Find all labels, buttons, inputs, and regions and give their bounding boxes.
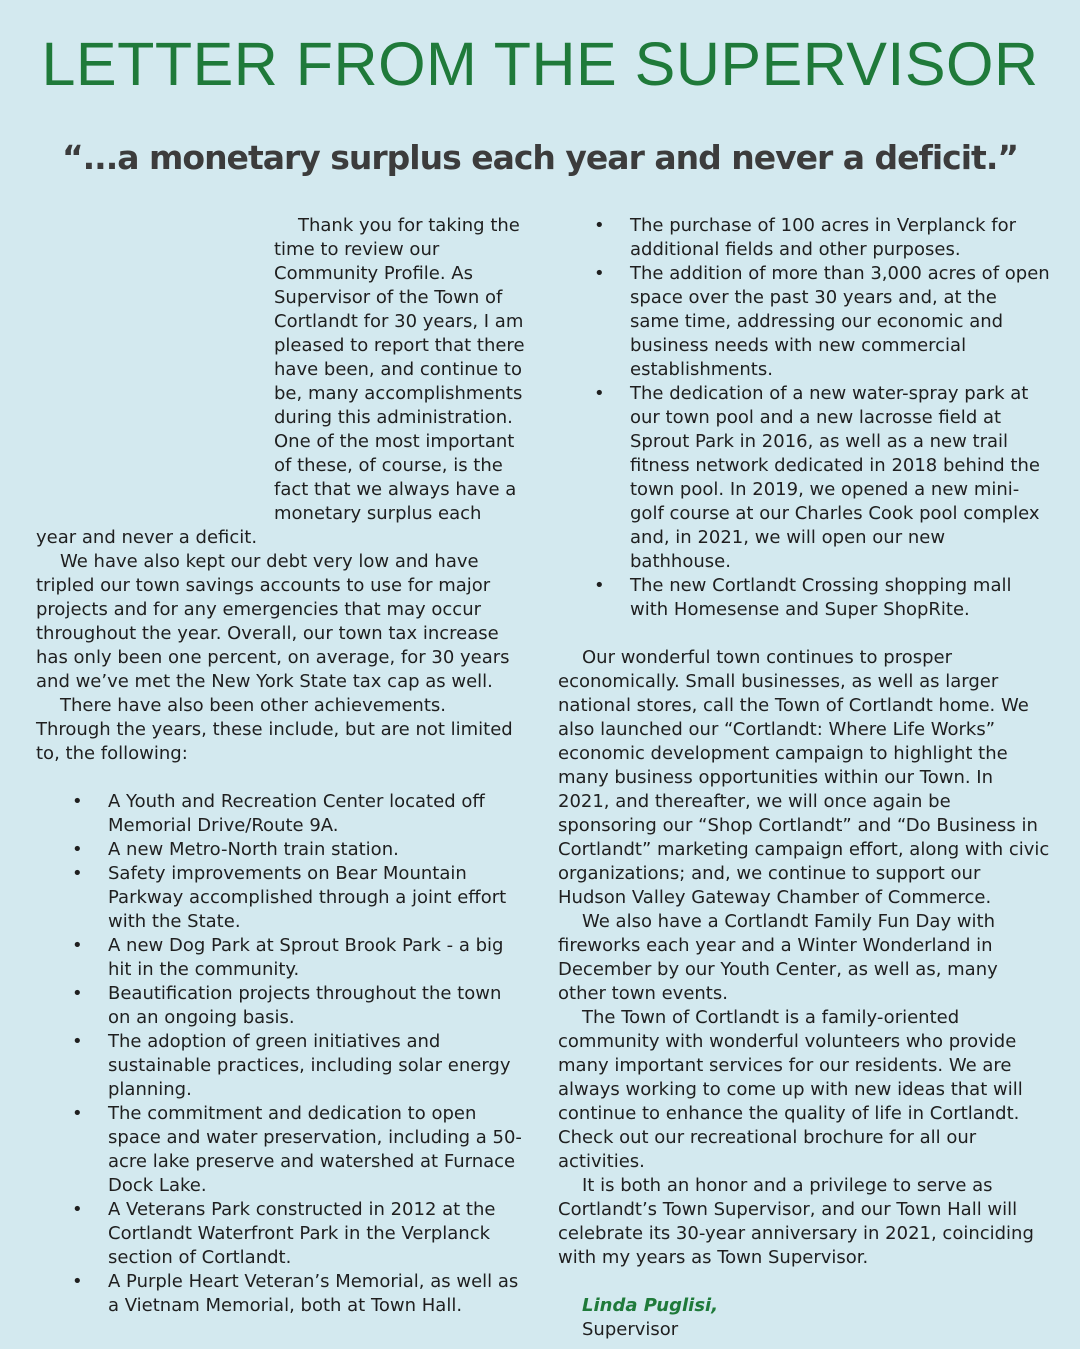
photo-placeholder (36, 214, 274, 526)
signature-role: Supervisor (582, 1319, 679, 1340)
list-item: • A Veterans Park constructed in 2012 at the Cortlandt Waterfront Park in the Verplanck section of Cortlandt. (36, 1198, 526, 1270)
community-paragraph: The Town of Cortlandt is a family-oriented community with wonderful volunteers who provide many important services for our residents. We are always working to come up with new ideas that will continue to enhance the quality of life in Cortlandt. Check out our recreational brochure for all our activities. (558, 1007, 1023, 1172)
list-item: • A new Metro-North train station. (36, 838, 526, 862)
achievements-list-continued (558, 214, 1050, 622)
list-item: • The adoption of green initiatives and sustainable practices, including solar energy planning. (36, 1030, 526, 1102)
events-paragraph: We also have a Cortlandt Family Fun Day with fireworks each year and a Winter Wonderland in December by our Youth Center, as well as, many other town events. (558, 911, 998, 1004)
list-item: • Beautification projects throughout the town on an ongoing basis. (36, 982, 526, 1030)
pull-quote: “...a monetary surplus each year and never a deficit.” (61, 138, 1019, 177)
list-item: • The dedication of a new water-spray park at our town pool and a new lacrosse field at Sprout Park in 2016, as well as a new trail fitness network dedicated in 2018 behind the town pool. In 2019, we opened a new mini-golf course at our Charles Cook pool complex and, in 2021, we will open our new bathhouse. (558, 382, 1050, 574)
list-item: • A Youth and Recreation Center located off Memorial Drive/Route 9A. (36, 790, 526, 838)
list-item: • Safety improvements on Bear Mountain Parkway accomplished through a joint effort with the State. (36, 862, 526, 934)
list-item: • The addition of more than 3,000 acres of open space over the past 30 years and, at the same time, addressing our economic and business needs with new commercial establishments. (558, 262, 1050, 382)
achievements-paragraph: There have also been other achievements. Through the years, these include, but are not limited to, the following: (36, 695, 513, 764)
achievements-list (36, 790, 526, 1318)
intro-paragraph: Thank you for taking the time to review our Community Profile. As Supervisor of the Town of Cortlandt for 30 years, I am pleased to report that there have been, and continue to be, many accomplishments during this administration. One of the most important of these, of course, is the fact that we always have a monetary surplus each year and never a deficit. (36, 215, 525, 548)
list-item: • A Purple Heart Veteran’s Memorial, as well as a Vietnam Memorial, both at Town Hall. (36, 1270, 526, 1318)
list-item: • The new Cortlandt Crossing shopping mall with Homesense and Super ShopRite. (558, 574, 1050, 622)
right-column (558, 214, 1050, 1342)
page-title: LETTER FROM THE SUPERVISOR (41, 30, 1039, 98)
economy-paragraph: Our wonderful town continues to prosper economically. Small businesses, as well as larger national stores, call the Town of Cortlandt home. We also launched our “Cortlandt: Where Life Works” economic development campaign to highlight the many business opportunities within our Town. In 2021, and thereafter, we will once again be sponsoring our “Shop Cortlandt” and “Do Business in Cortlandt” marketing campaign effort, along with civic organizations; and, we continue to support our Hudson Valley Gateway Chamber of Commerce. (558, 647, 1050, 908)
signature-name: Linda Puglisi, (582, 1295, 719, 1316)
debt-paragraph: We have also kept our debt very low and have tripled our town savings accounts to use for major projects and for any emergencies that may occur throughout the year. Overall, our town tax increase has only been one percent, on average, for 30 years and we’ve met the New York State tax cap as well. (36, 551, 510, 692)
list-item: • The purchase of 100 acres in Verplanck for additional fields and other purposes. (558, 214, 1050, 262)
left-column (36, 214, 526, 1318)
closing-paragraph: It is both an honor and a privilege to serve as Cortlandt’s Town Supervisor, and our Town Hall will celebrate its 30-year anniversary in 2021, coinciding with my years as Town Supervisor. (558, 1175, 1034, 1268)
list-item: • The commitment and dedication to open space and water preservation, including a 50-acre lake preserve and watershed at Furnace Dock Lake. (36, 1102, 526, 1198)
list-item: • A new Dog Park at Sprout Brook Park - a big hit in the community. (36, 934, 526, 982)
